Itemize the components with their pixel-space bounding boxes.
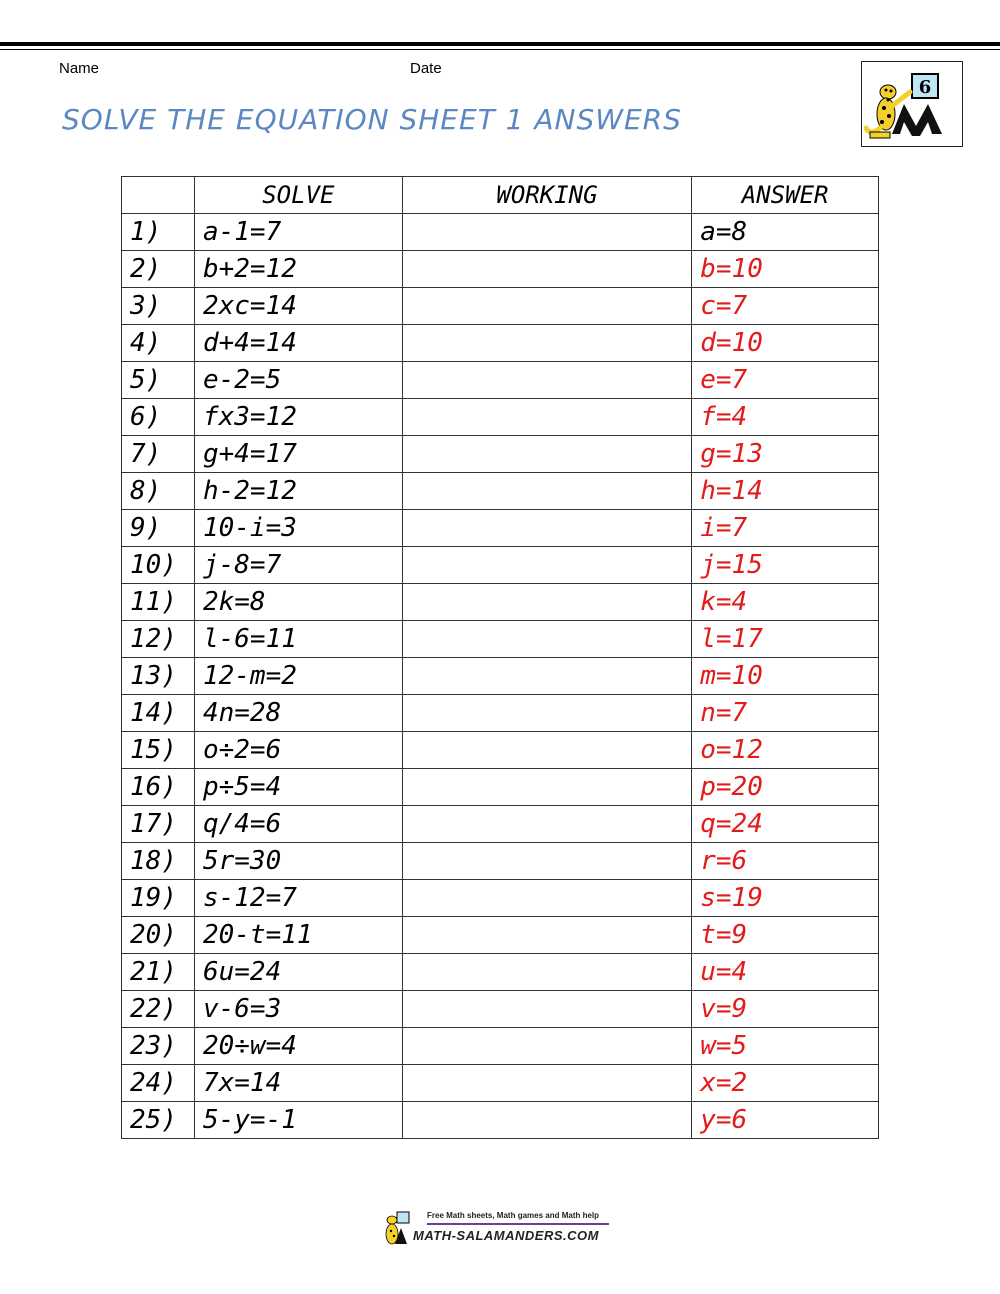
answer-cell: u=4 xyxy=(692,954,879,991)
table-row xyxy=(122,769,879,806)
answer-cell: d=10 xyxy=(692,325,879,362)
working-cell[interactable] xyxy=(402,436,692,473)
grade-number: 6 xyxy=(918,77,932,98)
working-cell[interactable] xyxy=(402,325,692,362)
row-number: 19) xyxy=(122,880,195,917)
answer-cell: l=17 xyxy=(692,621,879,658)
equation-cell: a-1=7 xyxy=(194,214,402,251)
working-cell[interactable] xyxy=(402,658,692,695)
grade-logo xyxy=(861,61,963,147)
row-number: 23) xyxy=(122,1028,195,1065)
working-cell[interactable] xyxy=(402,584,692,621)
equation-cell: 12-m=2 xyxy=(194,658,402,695)
equation-cell: e-2=5 xyxy=(194,362,402,399)
working-cell[interactable] xyxy=(402,1028,692,1065)
table-row xyxy=(122,917,879,954)
table-row xyxy=(122,1102,879,1139)
answer-cell: k=4 xyxy=(692,584,879,621)
answer-cell: a=8 xyxy=(692,214,879,251)
row-number: 11) xyxy=(122,584,195,621)
equation-cell: q/4=6 xyxy=(194,806,402,843)
equation-cell: 7x=14 xyxy=(194,1065,402,1102)
working-cell[interactable] xyxy=(402,362,692,399)
row-number: 7) xyxy=(122,436,195,473)
table-row xyxy=(122,436,879,473)
working-cell[interactable] xyxy=(402,917,692,954)
answer-cell: f=4 xyxy=(692,399,879,436)
row-number: 22) xyxy=(122,991,195,1028)
top-border-thin xyxy=(0,49,1000,50)
row-number: 16) xyxy=(122,769,195,806)
answer-cell: b=10 xyxy=(692,251,879,288)
answer-cell: c=7 xyxy=(692,288,879,325)
working-cell[interactable] xyxy=(402,510,692,547)
working-cell[interactable] xyxy=(402,399,692,436)
working-cell[interactable] xyxy=(402,991,692,1028)
footer-site-link[interactable]: MATH-SALAMANDERS.COM xyxy=(413,1228,599,1243)
header-number xyxy=(122,177,195,214)
equation-cell: s-12=7 xyxy=(194,880,402,917)
answer-cell: s=19 xyxy=(692,880,879,917)
row-number: 12) xyxy=(122,621,195,658)
working-cell[interactable] xyxy=(402,806,692,843)
table-row xyxy=(122,547,879,584)
row-number: 1) xyxy=(122,214,195,251)
row-number: 2) xyxy=(122,251,195,288)
equation-cell: 20÷w=4 xyxy=(194,1028,402,1065)
header-answer: ANSWER xyxy=(692,177,879,214)
table-row xyxy=(122,843,879,880)
equation-cell: b+2=12 xyxy=(194,251,402,288)
working-cell[interactable] xyxy=(402,880,692,917)
equation-cell: l-6=11 xyxy=(194,621,402,658)
equation-cell: 5-y=-1 xyxy=(194,1102,402,1139)
footer-logo xyxy=(383,1208,615,1248)
table-row xyxy=(122,510,879,547)
answer-cell: x=2 xyxy=(692,1065,879,1102)
table-row xyxy=(122,399,879,436)
row-number: 3) xyxy=(122,288,195,325)
table-row xyxy=(122,325,879,362)
equation-cell: v-6=3 xyxy=(194,991,402,1028)
row-number: 5) xyxy=(122,362,195,399)
working-cell[interactable] xyxy=(402,473,692,510)
row-number: 18) xyxy=(122,843,195,880)
row-number: 14) xyxy=(122,695,195,732)
answer-cell: p=20 xyxy=(692,769,879,806)
equation-cell: 4n=28 xyxy=(194,695,402,732)
row-number: 15) xyxy=(122,732,195,769)
table-row xyxy=(122,473,879,510)
name-label: Name xyxy=(59,60,100,77)
equation-cell: p÷5=4 xyxy=(194,769,402,806)
table-row xyxy=(122,1028,879,1065)
salamander-footer-icon xyxy=(383,1210,413,1248)
table-row xyxy=(122,251,879,288)
row-number: 10) xyxy=(122,547,195,584)
answer-cell: m=10 xyxy=(692,658,879,695)
table-row xyxy=(122,658,879,695)
row-number: 25) xyxy=(122,1102,195,1139)
working-cell[interactable] xyxy=(402,621,692,658)
table-row xyxy=(122,214,879,251)
table-row xyxy=(122,991,879,1028)
row-number: 24) xyxy=(122,1065,195,1102)
answer-cell: g=13 xyxy=(692,436,879,473)
table-row xyxy=(122,362,879,399)
footer-tagline: Free Math sheets, Math games and Math help xyxy=(427,1211,600,1220)
equation-cell: 5r=30 xyxy=(194,843,402,880)
equation-table xyxy=(121,176,879,1139)
working-cell[interactable] xyxy=(402,954,692,991)
equation-cell: o÷2=6 xyxy=(194,732,402,769)
header-working: WORKING xyxy=(402,177,692,214)
table-row xyxy=(122,695,879,732)
row-number: 9) xyxy=(122,510,195,547)
date-label: Date xyxy=(410,60,442,77)
answer-cell: h=14 xyxy=(692,473,879,510)
answer-cell: t=9 xyxy=(692,917,879,954)
working-cell[interactable] xyxy=(402,251,692,288)
table-body xyxy=(122,214,879,1139)
working-cell[interactable] xyxy=(402,1065,692,1102)
table-row xyxy=(122,288,879,325)
answer-cell: v=9 xyxy=(692,991,879,1028)
table-header-row xyxy=(122,177,879,214)
working-cell[interactable] xyxy=(402,288,692,325)
answer-cell: y=6 xyxy=(692,1102,879,1139)
row-number: 17) xyxy=(122,806,195,843)
working-cell[interactable] xyxy=(402,732,692,769)
table-row xyxy=(122,806,879,843)
equation-cell: j-8=7 xyxy=(194,547,402,584)
equation-cell: 2k=8 xyxy=(194,584,402,621)
equation-cell: h-2=12 xyxy=(194,473,402,510)
equation-cell: d+4=14 xyxy=(194,325,402,362)
answer-cell: j=15 xyxy=(692,547,879,584)
header-solve: SOLVE xyxy=(194,177,402,214)
table-row xyxy=(122,954,879,991)
row-number: 4) xyxy=(122,325,195,362)
working-cell[interactable] xyxy=(402,547,692,584)
working-cell[interactable] xyxy=(402,1102,692,1139)
equation-cell: 2xc=14 xyxy=(194,288,402,325)
table-row xyxy=(122,1065,879,1102)
table-row xyxy=(122,621,879,658)
salamander-logo-icon xyxy=(862,62,962,146)
answer-cell: r=6 xyxy=(692,843,879,880)
row-number: 13) xyxy=(122,658,195,695)
row-number: 21) xyxy=(122,954,195,991)
page-title: SOLVE THE EQUATION SHEET 1 ANSWERS xyxy=(62,103,682,136)
row-number: 6) xyxy=(122,399,195,436)
equation-cell: 6u=24 xyxy=(194,954,402,991)
equation-cell: 20-t=11 xyxy=(194,917,402,954)
answer-cell: o=12 xyxy=(692,732,879,769)
working-cell[interactable] xyxy=(402,843,692,880)
footer-rule xyxy=(427,1223,609,1225)
answer-cell: w=5 xyxy=(692,1028,879,1065)
answer-cell: q=24 xyxy=(692,806,879,843)
working-cell[interactable] xyxy=(402,769,692,806)
equation-cell: 10-i=3 xyxy=(194,510,402,547)
working-cell[interactable] xyxy=(402,695,692,732)
top-border xyxy=(0,42,1000,46)
answer-cell: i=7 xyxy=(692,510,879,547)
row-number: 20) xyxy=(122,917,195,954)
equation-cell: fx3=12 xyxy=(194,399,402,436)
answer-cell: e=7 xyxy=(692,362,879,399)
working-cell[interactable] xyxy=(402,214,692,251)
table-row xyxy=(122,584,879,621)
table-row xyxy=(122,880,879,917)
table-row xyxy=(122,732,879,769)
row-number: 8) xyxy=(122,473,195,510)
equation-cell: g+4=17 xyxy=(194,436,402,473)
answer-cell: n=7 xyxy=(692,695,879,732)
